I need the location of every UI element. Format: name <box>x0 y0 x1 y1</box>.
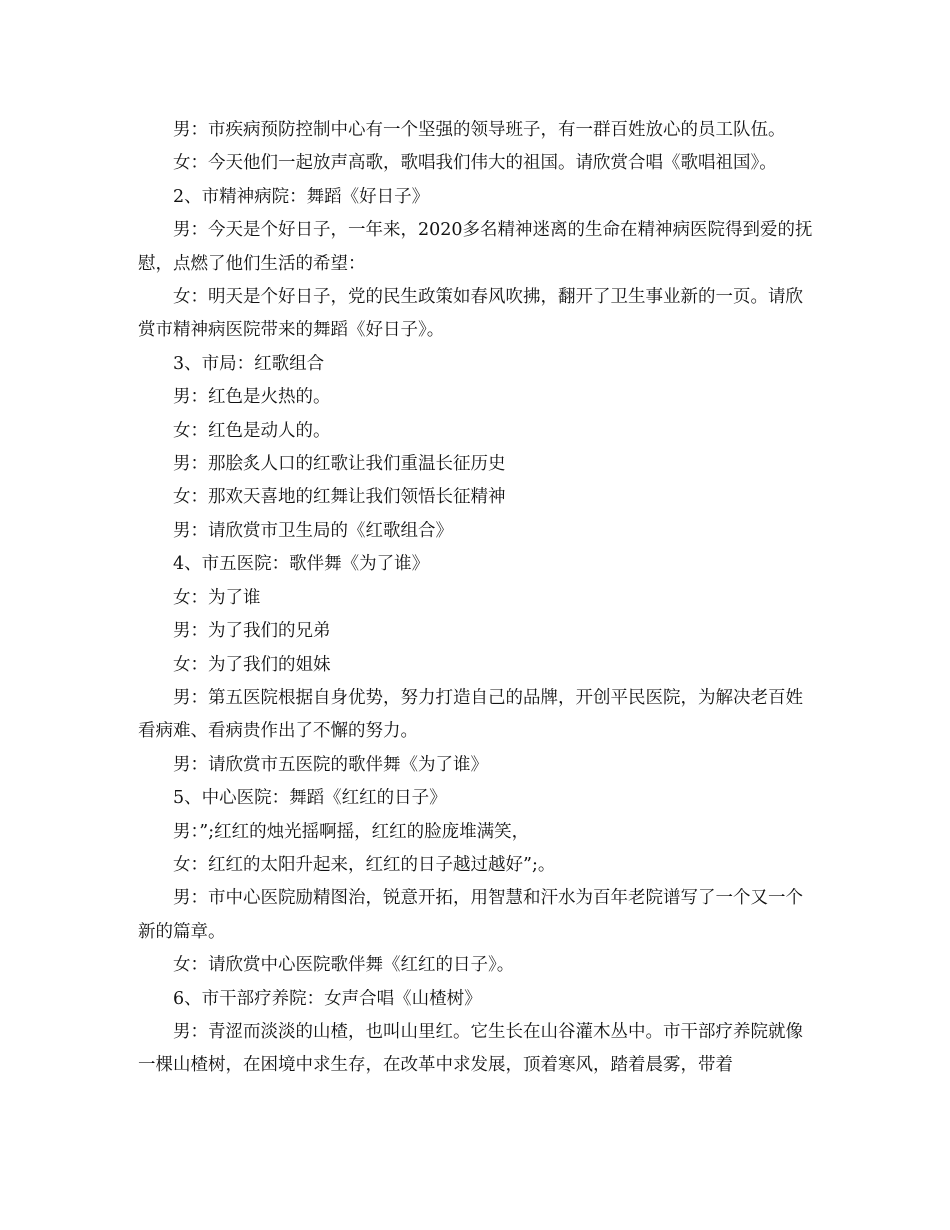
paragraph: 男：红色是火热的。 <box>173 387 331 408</box>
paragraph: 男：市中心医院励精图治，锐意开拓，用智慧和汗水为百年老院谱写了一个又一个新的篇章。 <box>138 888 803 942</box>
section-heading: 5、中心医院：舞蹈《红红的日子》 <box>173 788 447 809</box>
paragraph: 男：为了我们的兄弟 <box>173 621 331 642</box>
section-heading: 4、市五医院：歌伴舞《为了谁》 <box>173 554 430 575</box>
paragraph: 男：那脍炙人口的红歌让我们重温长征历史 <box>173 454 506 475</box>
paragraph: 女：为了谁 <box>173 587 261 608</box>
document-body <box>138 114 818 1083</box>
section-heading: 2、市精神病院：舞蹈《好日子》 <box>173 186 430 207</box>
paragraph: 男：”;红红的烛光摇啊摇，红红的脸庞堆满笑， <box>173 821 530 842</box>
paragraph: 女：为了我们的姐妹 <box>173 654 331 675</box>
paragraph: 女：红色是动人的。 <box>173 420 331 441</box>
paragraph: 男：今天是个好日子，一年来，2020多名精神迷离的生命在精神病医院得到爱的抚慰，点燃了他们生活的希望： <box>138 220 813 274</box>
paragraph: 女：那欢天喜地的红舞让我们领悟长征精神 <box>173 487 506 508</box>
section-heading: 6、市干部疗养院：女声合唱《山楂树》 <box>173 988 482 1009</box>
paragraph: 男：第五医院根据自身优势，努力打造自己的品牌，开创平民医院，为解决老百姓看病难、看病贵作出了不懈的努力。 <box>138 687 803 742</box>
paragraph: 男：市疾病预防控制中心有一个坚强的领导班子，有一群百姓放心的员工队伍。 <box>173 120 786 140</box>
paragraph: 男：青涩而淡淡的山楂，也叫山里红。它生长在山谷灌木丛中。市干部疗养院就像一棵山楂树，在困境中求生存，在改革中求发展，顶着寒风，踏着晨雾，带着 <box>138 1021 803 1076</box>
paragraph: 女：红红的太阳升起来，红红的日子越过越好”;。 <box>173 854 556 875</box>
paragraph: 女：请欣赏中心医院歌伴舞《红红的日子》。 <box>173 955 515 976</box>
paragraph: 男：请欣赏市五医院的歌伴舞《为了谁》 <box>173 754 488 775</box>
paragraph: 男：请欣赏市卫生局的《红歌组合》 <box>173 520 453 541</box>
section-heading: 3、市局：红歌组合 <box>173 353 325 374</box>
paragraph: 女：今天他们一起放声高歌，歌唱我们伟大的祖国。请欣赏合唱《歌唱祖国》。 <box>173 153 777 174</box>
paragraph: 女：明天是个好日子，党的民生政策如春风吹拂，翻开了卫生事业新的一页。请欣赏市精神病医院带来的舞蹈《好日子》。 <box>138 287 803 341</box>
